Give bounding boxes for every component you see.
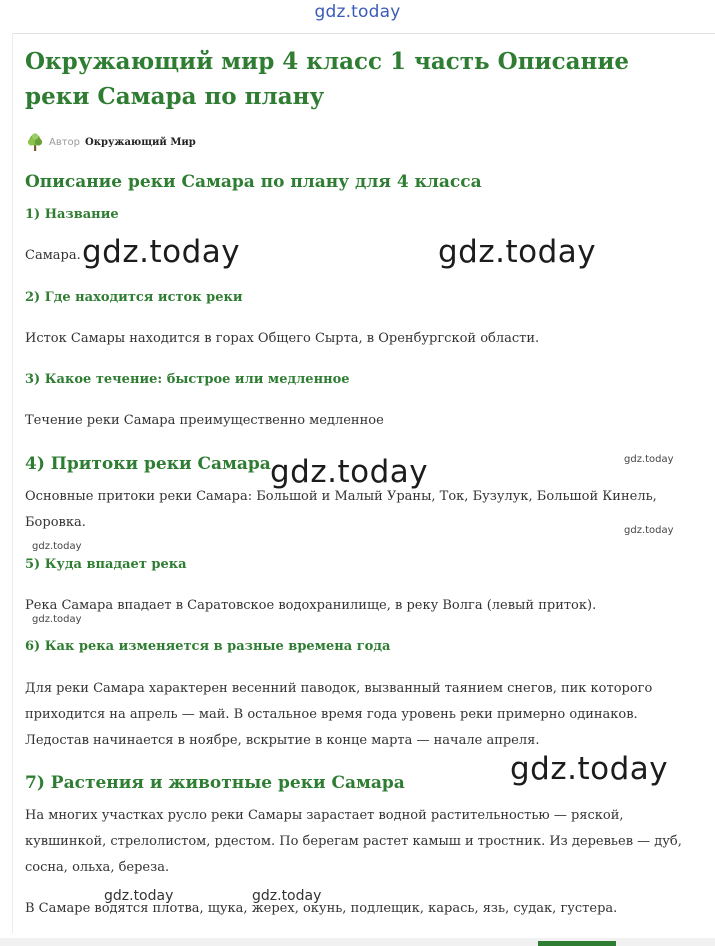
footer-accent	[538, 941, 616, 946]
watermark: gdz.today	[270, 454, 429, 490]
section-heading-source: 2) Где находится исток реки	[25, 290, 243, 305]
site-logo[interactable]: gdz.today	[314, 2, 401, 22]
content-border	[12, 33, 13, 933]
section-heading-flow: 3) Какое течение: быстрое или медленное	[25, 372, 350, 387]
main-heading: Описание реки Самара по плану для 4 класса	[25, 172, 482, 192]
watermark: gdz.today	[104, 888, 174, 904]
tree-icon	[25, 132, 45, 152]
author-row	[25, 131, 196, 153]
section-text-source: Исток Самары находится в горах Общего Сырта, в Оренбургской области.	[25, 331, 540, 346]
author-label: Автор	[49, 136, 81, 148]
section-text-flow: Течение реки Самара преимущественно медленное	[25, 413, 384, 428]
watermark: gdz.today	[32, 614, 82, 625]
section-heading-seasons: 6) Как река изменяется в разные времена года	[25, 639, 391, 654]
section-heading-tributaries: 4) Притоки реки Самара	[25, 454, 271, 474]
watermark: gdz.today	[82, 234, 241, 270]
watermark: gdz.today	[624, 525, 674, 536]
section-heading-name: 1) Название	[25, 207, 119, 222]
author-name-link[interactable]: Окружающий Мир	[85, 136, 196, 148]
watermark: gdz.today	[32, 541, 82, 552]
section-text-mouth: Река Самара впадает в Саратовское водохранилище, в реку Волга (левый приток).	[25, 598, 597, 613]
section-text-tributaries: Основные притоки реки Самара: Большой и Малый Ураны, Ток, Бузулук, Большой Кинель, Боровка.	[25, 489, 657, 530]
article-title: Окружающий мир 4 класс 1 часть Описание реки Самара по плану	[25, 48, 630, 110]
watermark: gdz.today	[438, 234, 597, 270]
section-heading-flora-fauna: 7) Растения и животные реки Самара	[25, 773, 405, 793]
section-text-flora: На многих участках русло реки Самары зарастает водной растительностью — ряской, кувшинкой, стрелолистом, рдестом. По берегам растет камыш и тростник. Из деревьев — дуб, сосна, ольха, береза.	[25, 808, 682, 875]
section-text-fauna: В Самаре водятся плотва, щука, жерех, окунь, подлещик, карась, язь, судак, густера.	[25, 901, 618, 916]
section-text-seasons: Для реки Самара характерен весенний паводок, вызванный таянием снегов, пик которого приходится на апрель — май. В остальное время года уровень реки примерно одинаков. Ледостав начинается в ноябре, вскрытие в конце марта — начале апреля.	[25, 681, 653, 748]
watermark: gdz.today	[624, 454, 674, 465]
watermark: gdz.today	[510, 751, 669, 787]
section-heading-mouth: 5) Куда впадает река	[25, 557, 187, 572]
section-text-name: Самара.	[25, 248, 81, 263]
watermark: gdz.today	[252, 888, 322, 904]
header-divider	[12, 33, 715, 34]
